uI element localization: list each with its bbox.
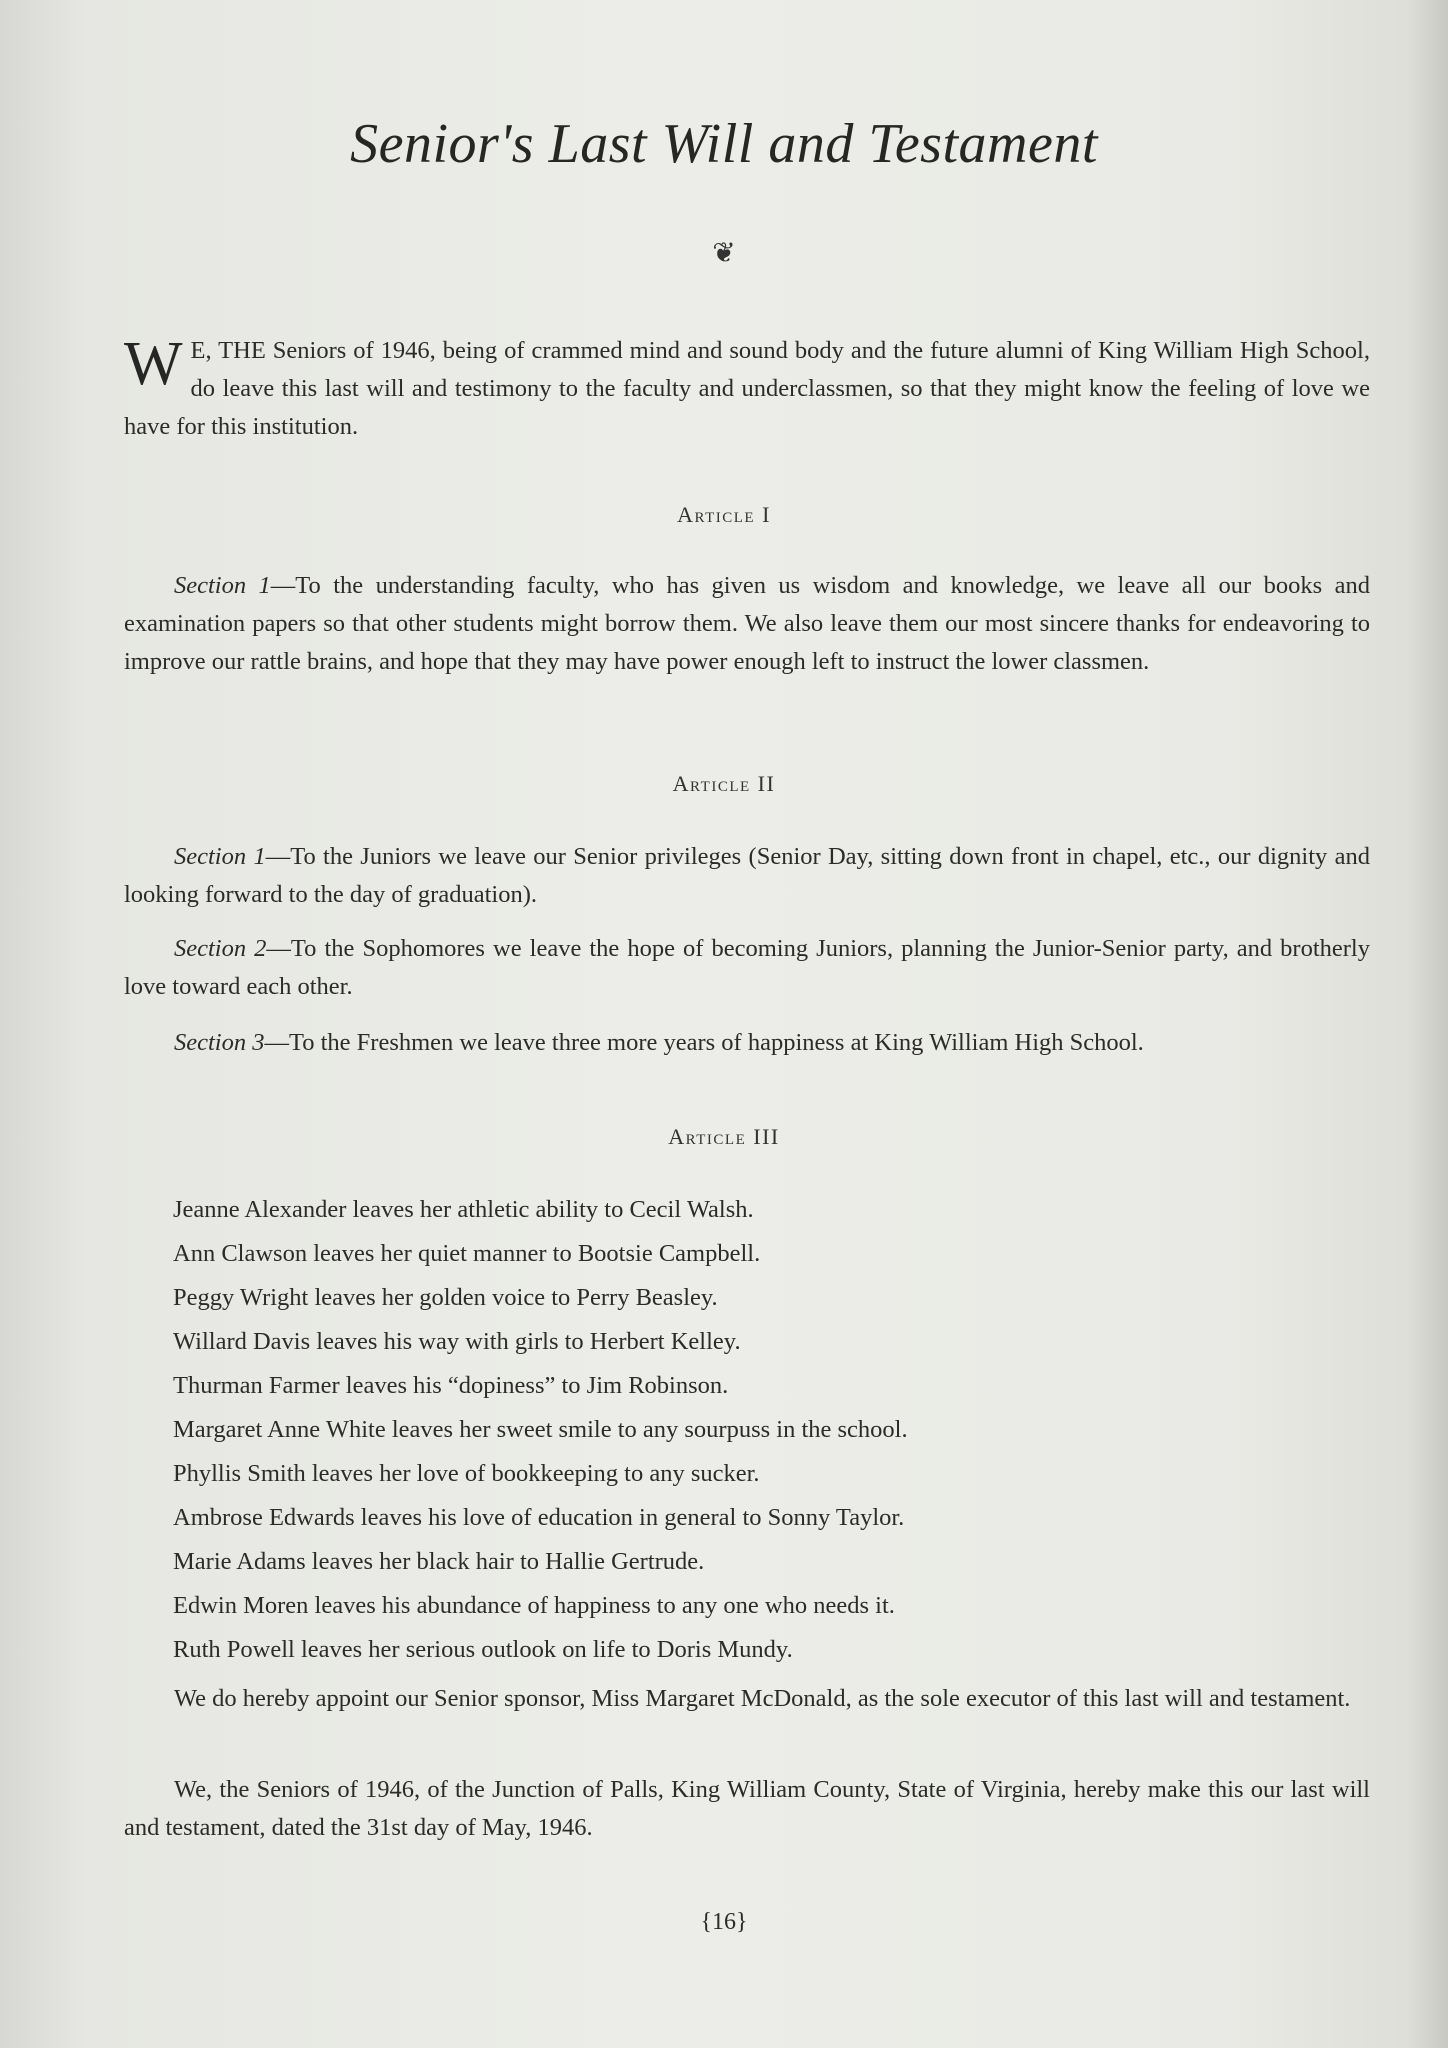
bequest-item: Ruth Powell leaves her serious outlook on life to Doris Mundy. (173, 1636, 793, 1663)
section-label: Section 1 (174, 843, 266, 870)
article-2-section-2 (124, 930, 1370, 1006)
section-label: Section 1 (174, 572, 271, 599)
bequest-item: Willard Davis leaves his way with girls to Herbert Kelley. (173, 1328, 741, 1355)
article-2-heading: Article II (672, 771, 776, 796)
drop-cap: W (124, 330, 183, 398)
bequest-item: Peggy Wright leaves her golden voice to Perry Beasley. (173, 1284, 718, 1311)
intro-text: E, THE Seniors of 1946, being of crammed mind and sound body and the future alumni of King William High School, do leave this last will and testimony to the faculty and underclassmen, so that they might know the feeling of love we have for this institution. (124, 337, 1370, 440)
section-label: Section 3 (174, 1029, 265, 1056)
page-number: {16} (700, 1909, 748, 1935)
bequest-item: Ann Clawson leaves her quiet manner to Bootsie Campbell. (173, 1240, 761, 1267)
section-text: —To the Freshmen we leave three more years of happiness at King William High School. (264, 1029, 1144, 1056)
section-label: Section 2 (174, 935, 267, 962)
article-1-heading: Article I (677, 502, 771, 527)
section-text: —To the Juniors we leave our Senior privileges (Senior Day, sitting down front in chapel, etc., our dignity and looking forward to the day of graduation). (124, 843, 1370, 908)
bequest-item: Ambrose Edwards leaves his love of education in general to Sonny Taylor. (173, 1504, 905, 1531)
bequest-item: Phyllis Smith leaves her love of bookkeeping to any sucker. (173, 1460, 760, 1487)
bequest-item: Jeanne Alexander leaves her athletic ability to Cecil Walsh. (173, 1196, 754, 1223)
executor-paragraph: We do hereby appoint our Senior sponsor, Miss Margaret McDonald, as the sole executor of this last will and testament. (174, 1685, 1351, 1712)
closing-paragraph: We, the Seniors of 1946, of the Junction of Palls, King William County, State of Virginia, hereby make this our last will and testament, dated the 31st day of May, 1946. (124, 1776, 1370, 1841)
bequest-item: Thurman Farmer leaves his “dopiness” to Jim Robinson. (173, 1372, 729, 1399)
bequest-item: Marie Adams leaves her black hair to Hallie Gertrude. (173, 1548, 705, 1575)
section-text: —To the Sophomores we leave the hope of becoming Juniors, planning the Junior-Senior party, and brotherly love toward each other. (124, 935, 1370, 1000)
article-2-section-1 (124, 838, 1370, 914)
article-3-heading: Article III (668, 1124, 780, 1149)
article-1-section-1 (124, 567, 1370, 681)
intro-paragraph (124, 332, 1370, 446)
section-text: —To the understanding faculty, who has given us wisdom and knowledge, we leave all our books and examination papers so that other students might borrow them. We also leave them our most sincere thanks for endeavoring to improve our rattle brains, and hope that they may have power enough left to instruct the lower classmen. (124, 572, 1370, 675)
bequest-item: Edwin Moren leaves his abundance of happiness to any one who needs it. (173, 1592, 895, 1619)
bequest-item: Margaret Anne White leaves her sweet smile to any sourpuss in the school. (173, 1416, 908, 1443)
page-title: Senior's Last Will and Testament (350, 113, 1098, 175)
article-2-section-3 (124, 1024, 1370, 1062)
ornament-icon: ❦ (712, 236, 736, 269)
